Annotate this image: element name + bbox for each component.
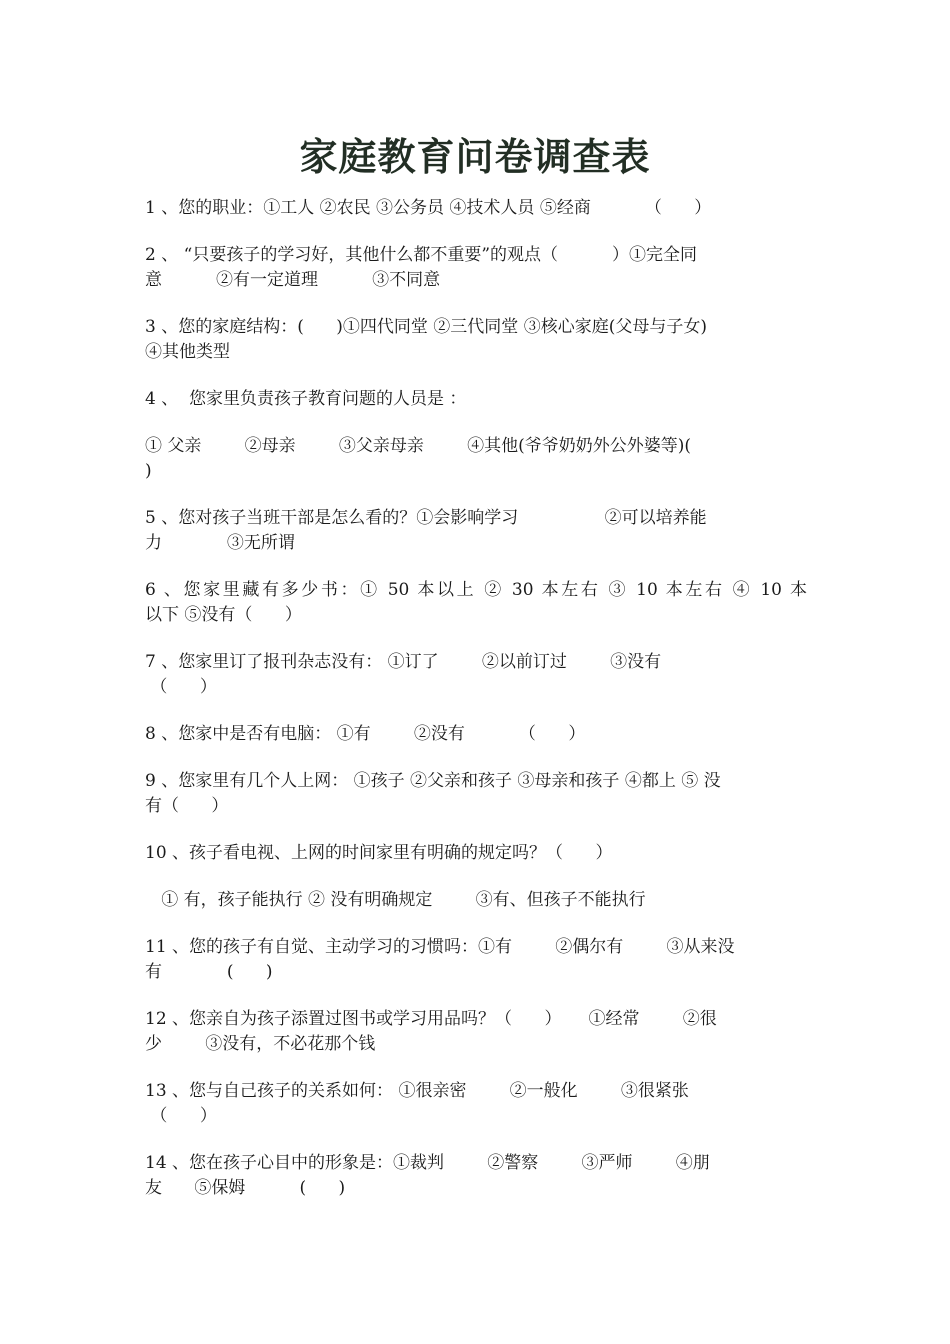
question-line: 少 ③没有，不必花那个钱: [145, 1034, 376, 1054]
line-spacer: [145, 747, 807, 769]
question-line: 4 、 您家里负责孩子教育问题的人员是 ：: [145, 389, 467, 409]
line-spacer: [145, 819, 807, 841]
question-line: 10 、孩子看电视、上网的时间家里有明确的规定吗？（ ）: [145, 843, 613, 863]
question-line: 1 、您的职业：①工人 ②农民 ③公务员 ④技术人员 ⑤经商 （ ）: [145, 198, 712, 218]
page-title: 家庭教育问卷调查表: [299, 134, 651, 179]
question-line: 12 、您亲自为孩子添置过图书或学习用品吗？（ ） ①经常 ②很: [145, 1009, 717, 1029]
question-line: ① 有，孩子能执行 ② 没有明确规定 ③有、但孩子不能执行: [145, 890, 646, 910]
questionnaire-body: [145, 196, 807, 1201]
question-line: 有 ( ): [145, 962, 273, 982]
line-spacer: [145, 221, 807, 243]
line-spacer: [145, 484, 807, 506]
line-spacer: [145, 293, 807, 315]
question-line: ): [145, 461, 152, 481]
line-spacer: [145, 913, 807, 935]
line-spacer: [145, 412, 807, 434]
question-line: 力 ③无所谓: [145, 533, 295, 553]
question-line: 7 、您家里订了报刊杂志没有： ①订了 ②以前订过 ③没有: [145, 652, 662, 672]
question-line: 2 、 “只要孩子的学习好，其他什么都不重要”的观点（ ）①完全同: [145, 245, 698, 265]
line-spacer: [145, 1057, 807, 1079]
line-spacer: [145, 1129, 807, 1151]
question-line: 13 、您与自己孩子的关系如何： ①很亲密 ②一般化 ③很紧张: [145, 1081, 689, 1101]
question-line: ① 父亲 ②母亲 ③父亲母亲 ④其他(爷爷奶奶外公外婆等)(: [145, 436, 691, 456]
question-line: 6 、您家里藏有多少书：① 50 本以上 ② 30 本左右 ③ 10 本左右 ④ 10 本: [145, 580, 807, 600]
question-line: 14 、您在孩子心目中的形象是：①裁判 ②警察 ③严师 ④朋: [145, 1153, 710, 1173]
line-spacer: [145, 628, 807, 650]
line-spacer: [145, 556, 807, 578]
question-line: 11 、您的孩子有自觉、主动学习的习惯吗：①有 ②偶尔有 ③从来没: [145, 937, 735, 957]
question-line: ④其他类型: [145, 342, 230, 362]
question-line: （ ）: [145, 1106, 217, 1126]
question-line: 意 ②有一定道理 ③不同意: [145, 270, 441, 290]
question-line: 友 ⑤保姆 ( ): [145, 1178, 346, 1198]
question-line: 有（ ）: [145, 796, 229, 816]
question-line: （ ）: [145, 677, 217, 697]
question-line: 8 、您家中是否有电脑： ①有 ②没有 （ ）: [145, 724, 586, 744]
line-spacer: [145, 985, 807, 1007]
question-line: 3 、您的家庭结构：( )①四代同堂 ②三代同堂 ③核心家庭(父母与子女): [145, 317, 707, 337]
line-spacer: [145, 866, 807, 888]
question-line: 5 、您对孩子当班干部是怎么看的？①会影响学习 ②可以培养能: [145, 508, 707, 528]
line-spacer: [145, 700, 807, 722]
question-line: 以下 ⑤没有（ ）: [145, 605, 302, 625]
question-line: 9 、您家里有几个人上网： ①孩子 ②父亲和孩子 ③母亲和孩子 ④都上 ⑤ 没: [145, 771, 721, 791]
line-spacer: [145, 365, 807, 387]
